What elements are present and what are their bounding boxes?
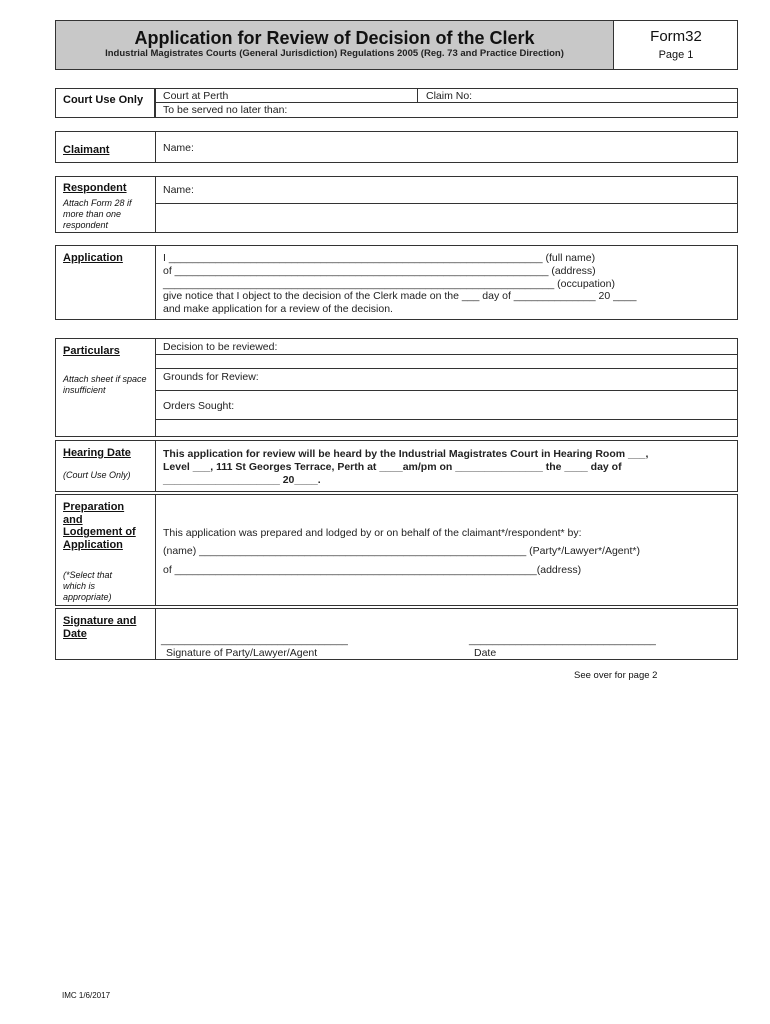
- particulars-note: Attach sheet if space insufficient: [63, 374, 147, 395]
- divider: [155, 609, 156, 659]
- respondent-name-field[interactable]: Name:: [163, 184, 194, 196]
- form-number: Form32: [650, 28, 702, 45]
- hearing-line-3: ____________________ 20____.: [163, 474, 321, 486]
- preparer-name-line[interactable]: (name) ________________________________________________________ (Party*/Lawyer*/Agent*): [163, 545, 640, 557]
- date-caption: Date: [474, 647, 497, 659]
- orders-field[interactable]: Orders Sought:: [163, 400, 235, 412]
- signature-caption: Signature of Party/Lawyer/Agent: [166, 647, 318, 659]
- divider: [155, 368, 737, 369]
- divider: [155, 419, 737, 420]
- form-header: [55, 20, 738, 70]
- preparation-note: (*Select that which is appropriate): [63, 570, 113, 602]
- preparation-label-3: Lodgement of: [63, 526, 136, 538]
- preparation-label-1: Preparation: [63, 501, 125, 513]
- served-by-field[interactable]: To be served no later than:: [163, 104, 288, 116]
- signature-line[interactable]: ________________________________: [161, 634, 348, 646]
- divider: [155, 495, 156, 605]
- date-line[interactable]: ________________________________: [469, 634, 656, 646]
- occupation-line[interactable]: ___________________________________________________________________ (occupation): [163, 278, 615, 290]
- hearing-line-2: Level ___, 111 St Georges Terrace, Perth at ____am/pm on _______________ the ____ day of: [163, 461, 622, 473]
- claimant-label: Claimant: [63, 144, 110, 156]
- address-line[interactable]: of ________________________________________________________________ (address): [163, 265, 596, 277]
- court-use-label-box: [55, 88, 155, 118]
- court-use-box: [155, 88, 738, 118]
- hearing-line-1: This application for review will be heard by the Industrial Magistrates Court in Hearing Room ___,: [163, 448, 649, 460]
- divider: [155, 132, 156, 162]
- signature-section: [55, 608, 738, 660]
- preparation-section: [55, 494, 738, 606]
- divider: [155, 441, 156, 491]
- see-over-note: See over for page 2: [574, 670, 658, 681]
- full-name-line[interactable]: I ________________________________________________________________ (full name): [163, 252, 596, 264]
- notice-line[interactable]: give notice that I object to the decision of the Clerk made on the ___ day of ______________ 20 ____: [163, 290, 637, 302]
- decision-field[interactable]: Decision to be reviewed:: [163, 341, 278, 353]
- particulars-label: Particulars: [63, 345, 120, 357]
- divider: [155, 203, 737, 204]
- claimant-name-field[interactable]: Name:: [163, 142, 194, 154]
- respondent-note: Attach Form 28 if more than one respondent: [63, 198, 132, 230]
- title-block: [56, 21, 614, 69]
- preparer-address-line[interactable]: of ______________________________________________________________(address): [163, 564, 582, 576]
- prepared-by-statement: This application was prepared and lodged by or on behalf of the claimant*/respondent* by:: [163, 527, 582, 539]
- divider: [155, 354, 737, 355]
- form-number-block: [614, 21, 738, 69]
- hearing-note: (Court Use Only): [63, 470, 131, 480]
- signature-label-1: Signature and: [63, 615, 137, 627]
- review-statement: and make application for a review of the decision.: [163, 303, 393, 315]
- respondent-label: Respondent: [63, 182, 127, 194]
- hearing-label: Hearing Date: [63, 447, 131, 459]
- preparation-label-4: Application: [63, 539, 123, 551]
- preparation-label-2: and: [63, 514, 83, 526]
- divider: [417, 89, 418, 102]
- page-number: Page 1: [658, 49, 694, 61]
- claim-number-field[interactable]: Claim No:: [426, 90, 473, 102]
- divider: [155, 390, 737, 391]
- page-title: Application for Review of Decision of the Clerk: [134, 28, 535, 48]
- particulars-section: [55, 338, 738, 437]
- footer-version: IMC 1/6/2017: [62, 991, 111, 1000]
- application-label: Application: [63, 252, 123, 264]
- court-location: Court at Perth: [163, 90, 229, 102]
- divider: [155, 246, 156, 319]
- claimant-section: [55, 131, 738, 163]
- divider: [155, 177, 156, 232]
- hearing-section: [55, 440, 738, 492]
- respondent-section: [55, 176, 738, 233]
- application-section: [55, 245, 738, 320]
- grounds-field[interactable]: Grounds for Review:: [163, 371, 259, 383]
- signature-label-2: Date: [63, 628, 87, 640]
- page-subtitle: Industrial Magistrates Courts (General Jurisdiction) Regulations 2005 (Reg. 73 and Practice Direction): [105, 48, 564, 59]
- court-use-label: Court Use Only: [63, 94, 144, 106]
